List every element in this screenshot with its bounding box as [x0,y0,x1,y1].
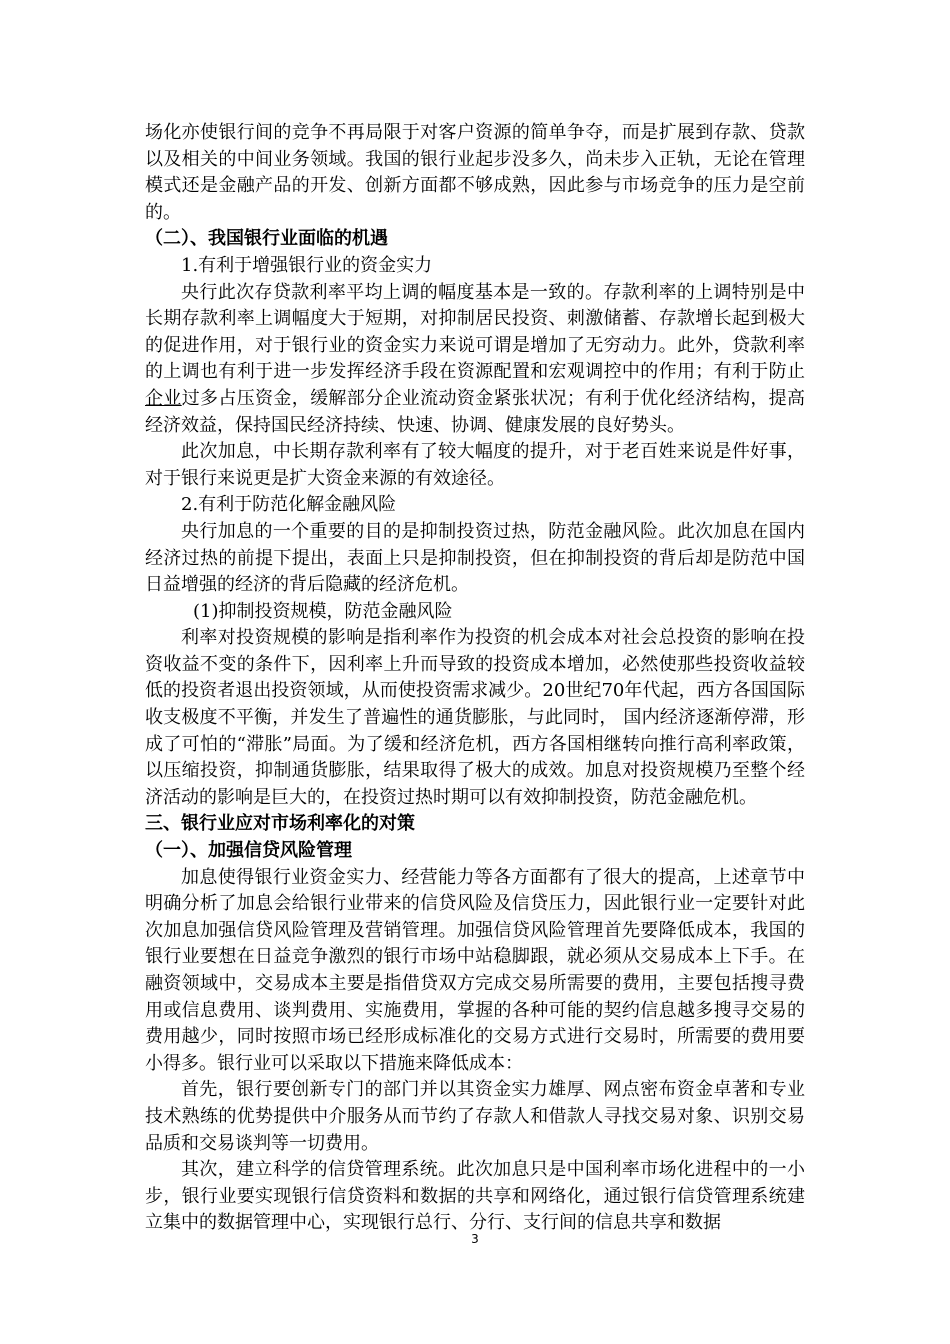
paragraph-rate-hike-benefit: 此次加息，中长期存款利率有了较大幅度的提升，对于老百姓来说是件好事，对于银行来说更是扩大资金来源的有效途径。 [145,441,805,489]
paragraph-interest-investment: 利率对投资规模的影响是指利率作为投资的机会成本对社会总投资的影响在投资收益不变的条件下，因利率上升而导致的投资成本增加，必然使那些投资收益较低的投资者退出投资领域，从而使投资需求减少。20世纪70年代起，西方各国国际收支极度不平衡，并发生了普遍性的通货膨胀，与此同时， 国内经济逐渐停滞，形成了可怕的“滞胀”局面。为了缓和经济危机，西方各国相继转向推行高利率政策，以压缩投资，抑制通货膨胀，结果取得了极大的成效。加息对投资规模乃至整个经济活动的影响是巨大的，在投资过热时期可以有效抑制投资，防范金融危机。 [145,627,805,808]
section-heading-credit-risk: （一）、加强信贷风险管理 [145,840,352,862]
paragraph-first-measure: 首先，银行要创新专门的部门并以其资金实力雄厚、网点密布资金卓著和专业技术熟练的优势提供中介服务从而节约了存款人和借款人寻找交易对象、识别交易品质和交易谈判等一切费用。 [145,1079,805,1154]
subheading-investment-scale: (1)抑制投资规模，防范金融风险 [193,600,453,622]
page-body [145,120,805,1237]
page-number: 3 [471,1232,479,1246]
section-heading-opportunities: （二）、我国银行业面临的机遇 [145,228,388,250]
paragraph-rate-adjustment [145,280,805,440]
paragraph-second-measure: 其次，建立科学的信贷管理系统。此次加息只是中国利率市场化进程中的一小步，银行业要实现银行信贷资料和数据的共享和网络化，通过银行信贷管理系统建立集中的数据管理中心，实现银行总行、分行、支行间的信息共享和数据 [145,1159,805,1234]
paragraph-continuation: 场化亦使银行间的竞争不再局限于对客户资源的简单争夺，而是扩展到存款、贷款以及相关的中间业务领域。我国的银行业起步没多久，尚未步入正轨，无论在管理模式还是金融产品的开发、创新方面都不够成熟，因此参与市场竞争的压力是空前的。 [145,122,805,223]
subheading-financial-risk: 2.有利于防范化解金融风险 [181,494,397,516]
underlined-term: 企业 [145,387,182,409]
paragraph-central-bank-purpose: 央行加息的一个重要的目的是抑制投资过热，防范金融风险。此次加息在国内经济过热的前提下提出，表面上只是抑制投资，但在抑制投资的背后却是防范中国日益增强的经济的背后隐藏的经济危机。 [145,520,805,596]
paragraph-text: 过多占压资金，缓解部分企业流动资金紧张状况；有利于优化经济结构，提高经济效益，保持国民经济持续、快速、协调、健康发展的良好势头。 [145,387,805,436]
paragraph-credit-risk-management: 加息使得银行业资金实力、经营能力等各方面都有了很大的提高，上述章节中明确分析了加息会给银行业带来的信贷风险及信贷压力，因此银行业一定要针对此次加息加强信贷风险管理及营销管理。加强信贷风险管理首先要降低成本，我国的银行业要想在日益竞争激烈的银行市场中站稳脚跟，就必须从交易成本上下手。在融资领域中，交易成本主要是指借贷双方完成交易所需要的费用，主要包括搜寻费用或信息费用、谈判费用、实施费用，掌握的各种可能的契约信息越多搜寻交易的费用越少，同时按照市场已经形成标准化的交易方式进行交易时，所需要的费用要小得多。银行业可以采取以下措施来降低成本： [145,866,805,1074]
chapter-heading-countermeasures: 三、银行业应对市场利率化的对策 [145,813,415,835]
paragraph-text: 央行此次存贷款利率平均上调的幅度基本是一致的。存款利率的上调特别是中长期存款利率上调幅度大于短期，对抑制居民投资、刺激储蓄、存款增长起到极大的促进作用，对于银行业的资金实力来说可谓是增加了无穷动力。此外，贷款利率的上调也有利于进一步发挥经济手段在资源配置和宏观调控中的作用；有利于防止 [145,281,805,383]
subheading-capital-strength: 1.有利于增强银行业的资金实力 [181,254,433,276]
